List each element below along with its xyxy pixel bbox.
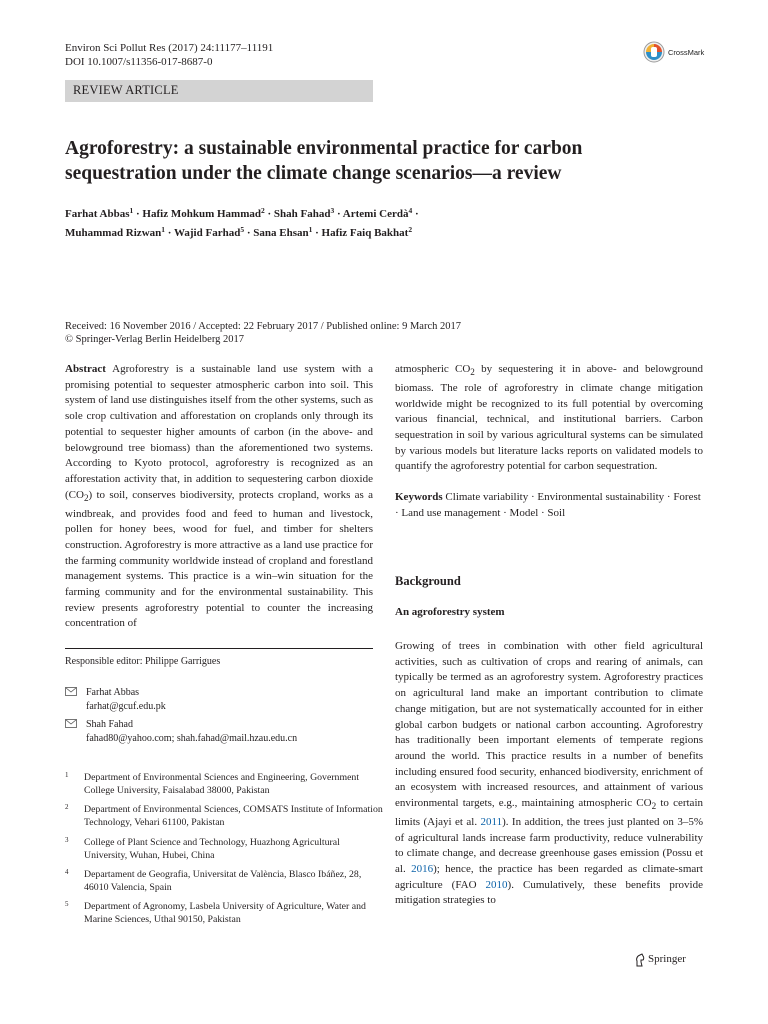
doi-line[interactable]: DOI 10.1007/s11356-017-8687-0 — [65, 56, 213, 68]
subscript: 2 — [470, 367, 475, 378]
publication-dates — [65, 320, 461, 346]
author-line-1: Farhat Abbas$^1$ · Hafiz Mohkum Hammad$^2$ · Shah Fahad$^3$ · Artemi Cerdà$^4$ · — [65, 206, 419, 220]
contact-entry — [65, 686, 385, 714]
affiliation — [65, 868, 385, 896]
abstract-continued — [395, 362, 703, 475]
responsible-editor: Responsible editor: Philippe Garrigues — [65, 656, 221, 667]
citation-link[interactable]: 2010 — [485, 878, 508, 891]
envelope-icon — [65, 687, 77, 696]
author-affiliation-number: 1 — [161, 224, 166, 234]
affiliation-number: 2 — [65, 803, 69, 811]
author-name[interactable]: Muhammad Rizwan — [65, 226, 162, 239]
author-name[interactable]: Hafiz Faiq Bakhat — [321, 226, 409, 239]
body-text: Growing of trees in combination with other field agricultural activities, such as cultivation of crops and rearing of animals, can typically be termed as an agroforestry system. Agroforestry practices on agricultural land make an important contribution to climate change mitigation, but are not systematically accounted for in either global carbon budgets or national carbon accounting. Agroforestry has traditionally been important elements of temperate regions around the world. This practice results in a number of benefits including ensured food security, enhanced biodiversity, enrichment of an ecosystem with increased resources, and attainment of various environmental targets, e.g., maintaining atmospheric CO — [395, 640, 703, 810]
crossmark-icon — [643, 41, 665, 63]
background-paragraph — [395, 639, 703, 909]
affiliation-number: 3 — [65, 836, 69, 844]
journal-line: Environ Sci Pollut Res (2017) 24:11177–11191 — [65, 42, 274, 54]
contact-entry — [65, 718, 385, 746]
abstract-text: Agroforestry is a sustainable land use system with a promising potential to sequester atmospheric carbon into soil. This system of land use distinguishes itself from the other systems, such as sole crop cultivation and afforestation on croplands only through its potential to sequester higher amounts of carbon (in the above- and belowground tree biomass) than the aforementioned two systems. According to Kyoto protocol, agroforestry is recognized as an afforestation activity that, in addition to sequestering carbon dioxide (CO — [65, 363, 373, 501]
envelope-icon — [65, 719, 77, 728]
affiliation-text: Department of Agronomy, Lasbela University of Agriculture, Water and Marine Sciences, Uthal 90150, Pakistan — [84, 901, 366, 925]
affiliation-text: College of Plant Science and Technology, Huazhong Agricultural University, Wuhan, Hubei, China — [84, 837, 340, 861]
body-text: ). Cumulatively, these benefits provide mitigation strategies to — [395, 878, 703, 907]
publisher-logo — [634, 953, 714, 969]
citation-link[interactable]: 2016 — [411, 863, 434, 876]
abstract-text: ) to soil, conserves biodiversity, protects cropland, works as a windbreak, and provides food and feed to human and livestock, pollen for honey bees, wood for fuel, and timber for shelters construction. Agroforestry is more attractive as a land use practice for the farming community worldwide instead of cropland and forestland management systems. This practice is a win–win situation for the farming community and for the environmental sustainability. This review presents agroforestry potential to counter the increasing concentration of — [65, 488, 373, 630]
author-affiliation-number: 1 — [129, 206, 134, 215]
affiliation — [65, 900, 385, 928]
contact-text — [86, 686, 166, 713]
author-list — [65, 205, 725, 242]
abstract-text: atmospheric CO — [395, 363, 471, 375]
citation-link[interactable]: 2011 — [480, 815, 503, 828]
affiliation — [65, 771, 385, 799]
affiliation-number: 4 — [65, 868, 69, 876]
crossmark-badge[interactable] — [643, 40, 713, 66]
abstract-right-column — [395, 362, 703, 522]
contact-email[interactable]: fahad80@yahoo.com; shah.fahad@mail.hzau.edu.cn — [86, 732, 298, 744]
subscript: 2 — [83, 492, 89, 503]
author-name[interactable]: Farhat Abbas — [65, 208, 130, 220]
keywords-text: Climate variability · Environmental sustainability · Forest · Land use management · Model · Soil — [395, 491, 701, 519]
author-affiliation-number: 5 — [240, 224, 245, 234]
affiliation-number: 1 — [65, 771, 69, 779]
subscript: 2 — [651, 801, 657, 812]
author-name[interactable]: Sana Ehsan — [253, 226, 309, 239]
article-title — [65, 136, 725, 186]
author-affiliation-number: 1 — [308, 224, 313, 234]
contact-email[interactable]: farhat@gcuf.edu.pk — [86, 700, 166, 712]
section-heading: Background — [395, 574, 461, 588]
article-type-bar — [65, 80, 373, 102]
copyright: © Springer-Verlag Berlin Heidelberg 2017 — [65, 334, 245, 345]
crossmark-label: CrossMark — [668, 48, 705, 57]
contact-text — [86, 718, 297, 745]
author-affiliation-number: 4 — [408, 206, 413, 215]
publisher-name: Springer — [648, 953, 686, 965]
abstract-label: Abstract — [65, 363, 106, 375]
body-text: to certain limits (Ajayi et al. — [395, 797, 703, 828]
contact-name: Farhat Abbas — [86, 687, 140, 698]
affiliation-text: Department of Environmental Sciences and Engineering, Government College University, Faisalabad 38000, Pakistan — [84, 772, 360, 796]
author-name[interactable]: Hafiz Mohkum Hammad — [142, 208, 261, 220]
title-line-1: Agroforestry: a sustainable environmental practice for carbon — [65, 138, 583, 159]
body-text: ). In addition, the trees just planted on 3–5% of agricultural lands increase farm productivity, reduce vulnerability to climate change, and decrease greenhouse gases emission (Possu et al. — [395, 815, 704, 876]
history-dates: Received: 16 November 2016 / Accepted: 22 February 2017 / Published online: 9 March 2017 — [65, 321, 462, 332]
affiliation-text: Department of Environmental Sciences, COMSATS Institute of Information Technology, Vehari 61100, Pakistan — [84, 804, 383, 828]
keywords — [395, 490, 703, 521]
affiliation-number: 5 — [65, 900, 69, 908]
author-affiliation-number: 2 — [260, 206, 265, 215]
springer-horse-icon — [634, 953, 646, 967]
keywords-label: Keywords — [395, 491, 443, 504]
author-affiliation-number: 2 — [408, 224, 413, 234]
article-type: REVIEW ARTICLE — [73, 83, 179, 97]
author-name[interactable]: Shah Fahad — [273, 208, 331, 220]
author-name[interactable]: Wajid Farhad — [174, 226, 241, 239]
affiliation — [65, 836, 385, 864]
body-text: ); hence, the practice has been regarded as climate-smart agriculture (FAO — [395, 863, 703, 891]
subsection-heading: An agroforestry system — [395, 606, 505, 618]
contact-name: Shah Fahad — [86, 719, 133, 730]
affiliation-text: Departament de Geografia, Universitat de València, Blasco Ibáñez, 28, 46010 Valencia, Spain — [84, 869, 362, 893]
abstract-text: by sequestering it in above- and belowground biomass. The role of agroforestry in climate change mitigation worldwide might be recognized to its full potential by overcoming various financial, technical, and institutional barriers. Carbon sequestration in soil by various agricultural systems can be simulated by various models but literature lacks reports on validated models to quantify the agroforestry potential for carbon sequestration. — [395, 363, 703, 473]
title-line-2: sequestration under the climate change scenarios—a review — [65, 163, 562, 184]
author-name[interactable]: Artemi Cerdà — [342, 208, 409, 220]
footnote-divider — [65, 648, 373, 649]
affiliation — [65, 803, 385, 831]
author-affiliation-number: 3 — [330, 206, 335, 215]
abstract-left-column — [65, 362, 373, 632]
author-line-2: Muhammad Rizwan$^1$ · Wajid Farhad$^5$ · Sana Ehsan$^1$ · Hafiz Faiq Bakhat$^2$ — [65, 224, 413, 239]
journal-citation — [65, 41, 273, 69]
